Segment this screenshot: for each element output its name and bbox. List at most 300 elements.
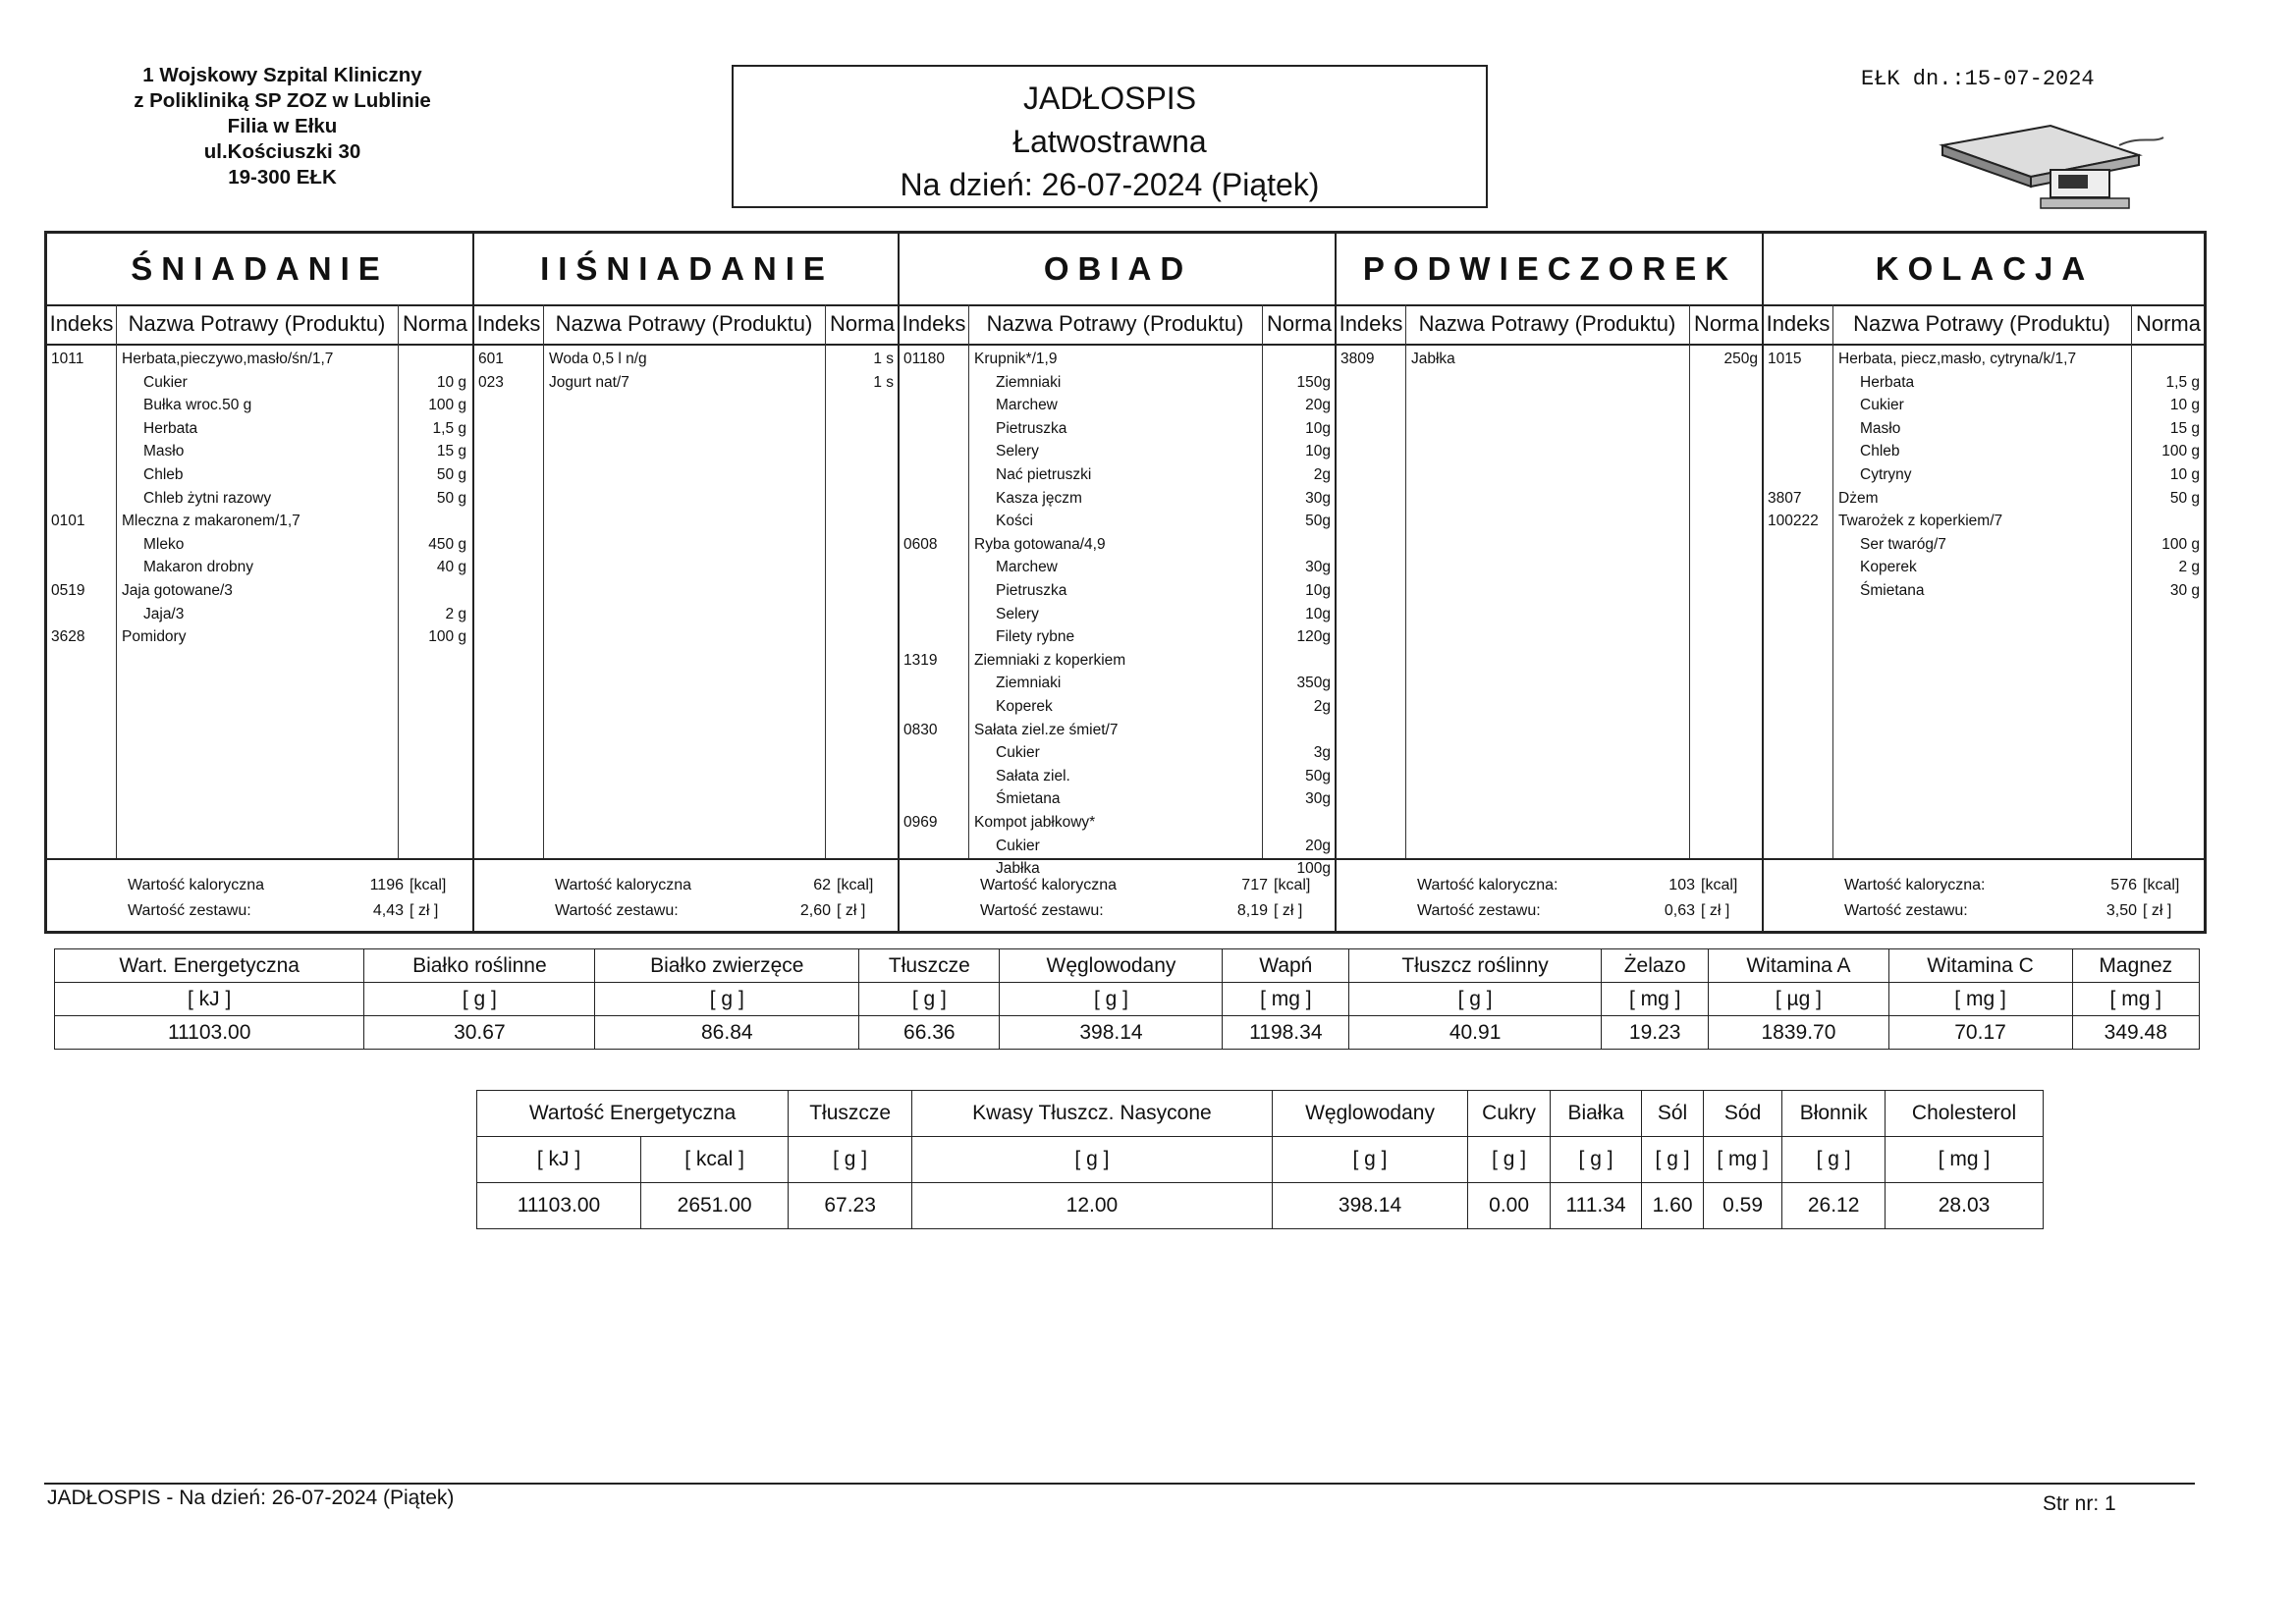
nutrient-unit: [ kcal ]	[640, 1137, 788, 1183]
nutrient-unit: [ g ]	[859, 983, 1000, 1016]
nutrient-value: 398.14	[1272, 1183, 1467, 1229]
dish-index: 0830	[903, 721, 938, 738]
dish-norm: 10g	[1305, 605, 1331, 622]
ingredient-name: Cukier	[1860, 397, 1904, 414]
dish-norm: 10g	[1305, 419, 1331, 437]
dish-norm: 10 g	[2169, 466, 2200, 483]
ingredient-name: Herbata	[143, 419, 198, 437]
dish-norm: 20g	[1305, 837, 1331, 854]
ingredient-name: Ser twaróg/7	[1860, 535, 1946, 553]
dish-norm: 100 g	[428, 397, 466, 414]
calorie-value: 1196	[369, 877, 404, 893]
dish-norm: 350g	[1296, 675, 1331, 692]
set-cost-label: Wartość zestawu:	[1417, 902, 1541, 919]
calorie-unit: [kcal]	[410, 877, 447, 893]
dish-norm: 10g	[1305, 582, 1331, 599]
nutrient-header: Wartość Energetyczna	[477, 1091, 789, 1137]
column-header-name: Nazwa Potrawy (Produktu)	[543, 304, 825, 346]
nutrient-value: 86.84	[595, 1016, 859, 1050]
column-header-norm: Norma	[1689, 304, 1764, 346]
dish-name: Ziemniaki z koperkiem	[974, 651, 1126, 669]
ingredient-name: Jabłka	[996, 860, 1040, 878]
dish-norm	[392, 510, 466, 533]
nutrient-unit: [ g ]	[1000, 983, 1223, 1016]
dish-norm: 30g	[1305, 559, 1331, 576]
nutrient-unit: [ g ]	[1642, 1137, 1704, 1183]
ingredient-name: Chleb	[143, 466, 184, 483]
dish-index	[903, 857, 966, 881]
dish-norm: 100 g	[428, 628, 466, 646]
dish-norm: 1,5 g	[2165, 373, 2200, 391]
nutrient-header: Tłuszcze	[789, 1091, 912, 1137]
institution-line: ul.Kościuszki 30	[203, 140, 361, 163]
meal-column	[1335, 234, 1764, 931]
nutrient-value: 70.17	[1888, 1016, 2072, 1050]
set-cost-value: 8,19	[1236, 902, 1268, 919]
nutrient-header: Cholesterol	[1886, 1091, 2044, 1137]
nutrient-unit: [ kJ ]	[477, 1137, 641, 1183]
dish-index	[903, 741, 966, 765]
nutrient-value: 66.36	[859, 1016, 1000, 1050]
dish-norm: 1 s	[873, 351, 894, 367]
calorie-label: Wartość kaloryczna:	[1417, 877, 1558, 893]
dish-index: 1015	[1768, 351, 1802, 367]
dish-norm: 15 g	[436, 443, 466, 460]
dish-name: Jaja gotowane/3	[122, 582, 233, 599]
nutrient-value: 0.59	[1703, 1183, 1781, 1229]
dish-name: Kompot jabłkowy*	[974, 814, 1096, 831]
header-row	[55, 949, 2200, 983]
column-header-norm: Norma	[825, 304, 900, 346]
dish-name: Herbata,pieczywo,masło/śn/1,7	[122, 351, 334, 367]
dish-index: 100222	[1768, 513, 1819, 530]
dish-norm: 10 g	[2169, 397, 2200, 414]
dish-index	[903, 487, 966, 511]
calorie-value: 717	[1241, 877, 1268, 893]
column-divider	[1689, 304, 1690, 860]
nutrient-value: 67.23	[789, 1183, 912, 1229]
dish-index	[903, 672, 966, 695]
nutrient-value: 111.34	[1550, 1183, 1641, 1229]
calorie-unit: [kcal]	[2143, 877, 2180, 893]
dish-index: 601	[478, 351, 504, 367]
ingredient-name: Kasza jęczm	[996, 489, 1082, 507]
nutrition-table-2	[476, 1090, 2044, 1229]
meal-column	[472, 234, 900, 931]
nutrient-unit: [ g ]	[1349, 983, 1602, 1016]
nutrient-unit: [ g ]	[1550, 1137, 1641, 1183]
nutrient-unit: [ g ]	[789, 1137, 912, 1183]
set-cost-label: Wartość zestawu:	[980, 902, 1104, 919]
dish-index: 3809	[1340, 351, 1375, 367]
dish-norm: 30g	[1305, 489, 1331, 507]
column-header-norm: Norma	[2131, 304, 2206, 346]
nutrient-value: 11103.00	[55, 1016, 364, 1050]
nutrient-value: 30.67	[364, 1016, 595, 1050]
ingredient-name: Jaja/3	[143, 605, 185, 622]
set-cost-unit: [ zł ]	[1701, 902, 1730, 919]
dish-name: Mleczna z makaronem/1,7	[122, 513, 301, 530]
nutrient-header: Białka	[1550, 1091, 1641, 1137]
dish-index	[51, 463, 114, 487]
set-cost-unit: [ zł ]	[837, 902, 866, 919]
ingredient-name: Ziemniaki	[996, 675, 1062, 692]
calorie-unit: [kcal]	[837, 877, 874, 893]
calorie-value: 62	[813, 877, 831, 893]
dish-norm: 450 g	[428, 535, 466, 553]
dish-norm	[1256, 811, 1331, 835]
set-cost-unit: [ zł ]	[1274, 902, 1303, 919]
dish-norm	[2125, 348, 2200, 371]
meal-column	[898, 234, 1337, 931]
column-header-norm: Norma	[398, 304, 472, 346]
dish-name: Twarożek z koperkiem/7	[1838, 513, 2003, 530]
footer-caption: JADŁOSPIS - Na dzień: 26-07-2024 (Piątek)	[47, 1487, 455, 1509]
nutrient-unit: [ µg ]	[1709, 983, 1888, 1016]
nutrient-value: 1.60	[1642, 1183, 1704, 1229]
institution-block	[93, 63, 471, 190]
dish-index	[903, 394, 966, 417]
ingredient-name: Marchew	[996, 397, 1058, 414]
column-header-name: Nazwa Potrawy (Produktu)	[1405, 304, 1689, 346]
column-header-name: Nazwa Potrawy (Produktu)	[116, 304, 398, 346]
book-computer-icon	[1933, 116, 2168, 214]
nutrient-value: 398.14	[1000, 1016, 1223, 1050]
meal-title: IIŚNIADANIE	[474, 234, 900, 306]
dish-norm	[392, 579, 466, 603]
meal-summary-divider	[900, 858, 1337, 860]
column-header-norm: Norma	[1262, 304, 1337, 346]
column-divider	[543, 304, 544, 860]
nutrient-unit: [ g ]	[364, 983, 595, 1016]
calorie-unit: [kcal]	[1274, 877, 1311, 893]
meal-title: ŚNIADANIE	[47, 234, 472, 306]
dish-index	[1768, 533, 1831, 557]
dish-index: 3807	[1768, 489, 1802, 507]
dish-name: Jogurt nat/7	[549, 373, 629, 391]
dish-norm: 30g	[1305, 790, 1331, 808]
nutrient-header: Błonnik	[1782, 1091, 1886, 1137]
nutrition-table-1	[54, 948, 2200, 1050]
calorie-value: 576	[2110, 877, 2137, 893]
nutrient-unit: [ g ]	[1468, 1137, 1551, 1183]
column-header-name: Nazwa Potrawy (Produktu)	[968, 304, 1262, 346]
dish-norm: 10 g	[436, 373, 466, 391]
nutrient-header: Wart. Energetyczna	[55, 949, 364, 983]
nutrient-unit: [ mg ]	[1888, 983, 2072, 1016]
nutrient-value: 11103.00	[477, 1183, 641, 1229]
nutrient-value: 1839.70	[1709, 1016, 1888, 1050]
dish-index	[51, 417, 114, 441]
nutrient-unit: [ g ]	[595, 983, 859, 1016]
nutrient-header: Magnez	[2072, 949, 2199, 983]
nutrient-value: 12.00	[912, 1183, 1273, 1229]
nutrient-header: Sól	[1642, 1091, 1704, 1137]
ingredient-name: Ziemniaki	[996, 373, 1062, 391]
dish-norm: 50 g	[436, 489, 466, 507]
footer-rule	[44, 1483, 2195, 1485]
meals-table	[44, 231, 2207, 934]
dish-index	[903, 835, 966, 858]
dish-index	[903, 440, 966, 463]
dish-index: 0969	[903, 814, 938, 831]
dish-name: Ryba gotowana/4,9	[974, 535, 1106, 553]
dish-index: 01180	[903, 351, 945, 367]
dish-norm: 1,5 g	[432, 419, 466, 437]
dish-index	[1768, 463, 1831, 487]
dish-index: 023	[478, 373, 504, 391]
column-header-index: Indeks	[1764, 304, 1832, 346]
meal-summary-divider	[1764, 858, 2206, 860]
dish-norm: 2 g	[2178, 559, 2200, 576]
dish-norm: 100g	[1296, 860, 1331, 878]
ingredient-name: Marchew	[996, 559, 1058, 576]
ingredient-name: Filety rybne	[996, 628, 1075, 646]
ingredient-name: Cukier	[143, 373, 188, 391]
menu-date: Na dzień: 26-07-2024 (Piątek)	[900, 167, 1320, 202]
meal-summary-divider	[47, 858, 472, 860]
nutrient-header: Witamina A	[1709, 949, 1888, 983]
dish-index: 0608	[903, 535, 938, 553]
dish-index	[903, 417, 966, 441]
dish-index	[51, 556, 114, 579]
dish-index	[903, 556, 966, 579]
dish-index	[1768, 556, 1831, 579]
column-header-index: Indeks	[474, 304, 543, 346]
dish-index: 3628	[51, 628, 85, 646]
dish-name: Dżem	[1838, 489, 1879, 507]
dish-norm: 10g	[1305, 443, 1331, 460]
ingredient-name: Pietruszka	[996, 582, 1067, 599]
dish-index	[1768, 417, 1831, 441]
dish-norm	[1256, 348, 1331, 371]
calorie-value: 103	[1668, 877, 1695, 893]
set-cost-value: 0,63	[1664, 902, 1695, 919]
nutrient-header: Białko roślinne	[364, 949, 595, 983]
set-cost-label: Wartość zestawu:	[128, 902, 251, 919]
dish-index	[903, 579, 966, 603]
document-title: JADŁOSPIS	[1022, 81, 1197, 116]
nutrient-unit: [ mg ]	[2072, 983, 2199, 1016]
calorie-label: Wartość kaloryczna	[128, 877, 264, 893]
header-row	[477, 1091, 2044, 1137]
dish-index: 0101	[51, 513, 85, 530]
set-cost-unit: [ zł ]	[410, 902, 439, 919]
unit-row	[477, 1137, 2044, 1183]
meal-column	[1762, 234, 2206, 931]
nutrient-unit: [ mg ]	[1602, 983, 1709, 1016]
ingredient-name: Nać pietruszki	[996, 466, 1092, 483]
ingredient-name: Masło	[1860, 419, 1901, 437]
dish-name: Pomidory	[122, 628, 187, 646]
ingredient-name: Cukier	[996, 744, 1040, 762]
dish-norm	[392, 348, 466, 371]
column-header-index: Indeks	[47, 304, 116, 346]
set-cost-value: 4,43	[372, 902, 404, 919]
dish-norm: 50g	[1305, 767, 1331, 784]
nutrient-header: Tłuszcze	[859, 949, 1000, 983]
ingredient-name: Herbata	[1860, 373, 1915, 391]
dish-norm: 3g	[1313, 744, 1331, 762]
column-divider	[968, 304, 969, 860]
dish-index	[1768, 440, 1831, 463]
meal-title: OBIAD	[900, 234, 1337, 306]
nutrient-value: 349.48	[2072, 1016, 2199, 1050]
meal-summary-divider	[1337, 858, 1764, 860]
column-header-index: Indeks	[1337, 304, 1405, 346]
nutrient-unit: [ mg ]	[1703, 1137, 1781, 1183]
nutrient-unit: [ g ]	[1782, 1137, 1886, 1183]
value-row	[55, 1016, 2200, 1050]
nutrient-unit: [ g ]	[1272, 1137, 1467, 1183]
dish-norm: 150g	[1296, 373, 1331, 391]
calorie-label: Wartość kaloryczna:	[1844, 877, 1986, 893]
nutrient-unit: [ g ]	[912, 1137, 1273, 1183]
dish-norm: 100 g	[2161, 443, 2200, 460]
dish-name: Krupnik*/1,9	[974, 351, 1058, 367]
ingredient-name: Mleko	[143, 535, 185, 553]
dish-index	[51, 394, 114, 417]
dish-norm: 2g	[1313, 466, 1331, 483]
column-divider	[116, 304, 117, 860]
dish-name: Sałata ziel.ze śmiet/7	[974, 721, 1119, 738]
ingredient-name: Selery	[996, 605, 1039, 622]
dish-index	[903, 371, 966, 395]
ingredient-name: Bułka wroc.50 g	[143, 397, 252, 414]
dish-name: Jabłka	[1411, 351, 1455, 367]
meal-summary-divider	[474, 858, 900, 860]
dish-norm: 120g	[1296, 628, 1331, 646]
column-divider	[1832, 304, 1833, 860]
ingredient-name: Selery	[996, 443, 1039, 460]
dish-norm: 50g	[1305, 513, 1331, 530]
calorie-label: Wartość kaloryczna	[555, 877, 691, 893]
nutrient-header: Witamina C	[1888, 949, 2072, 983]
meal-column	[47, 234, 472, 931]
dish-norm: 30 g	[2169, 582, 2200, 599]
column-header-name: Nazwa Potrawy (Produktu)	[1832, 304, 2131, 346]
dish-index	[51, 440, 114, 463]
ingredient-name: Cytryny	[1860, 466, 1912, 483]
nutrient-value: 26.12	[1782, 1183, 1886, 1229]
dish-norm: 2g	[1313, 698, 1331, 715]
nutrient-header: Węglowodany	[1272, 1091, 1467, 1137]
ingredient-name: Makaron drobny	[143, 559, 254, 576]
nutrient-header: Cukry	[1468, 1091, 1551, 1137]
ingredient-name: Koperek	[1860, 559, 1917, 576]
dish-norm: 100 g	[2161, 535, 2200, 553]
calorie-unit: [kcal]	[1701, 877, 1738, 893]
nutrient-header: Sód	[1703, 1091, 1781, 1137]
nutrient-value: 28.03	[1886, 1183, 2044, 1229]
column-header-index: Indeks	[900, 304, 968, 346]
dish-norm: 1 s	[873, 373, 894, 391]
nutrient-unit: [ mg ]	[1886, 1137, 2044, 1183]
nutrient-header: Węglowodany	[1000, 949, 1223, 983]
ingredient-name: Śmietana	[996, 790, 1061, 808]
nutrient-header: Kwasy Tłuszcz. Nasycone	[912, 1091, 1273, 1137]
dish-index	[903, 463, 966, 487]
ingredient-name: Sałata ziel.	[996, 767, 1070, 784]
dish-index: 1011	[51, 351, 84, 367]
ingredient-name: Pietruszka	[996, 419, 1067, 437]
nutrient-unit: [ kJ ]	[55, 983, 364, 1016]
dish-norm: 40 g	[436, 559, 466, 576]
dish-norm	[1256, 719, 1331, 742]
dish-name: Herbata, piecz,masło, cytryna/k/1,7	[1838, 351, 2077, 367]
dish-index	[903, 603, 966, 626]
nutrient-value: 0.00	[1468, 1183, 1551, 1229]
ingredient-name: Masło	[143, 443, 185, 460]
dish-index	[1768, 371, 1831, 395]
dish-index: 0519	[51, 582, 85, 599]
institution-line: Filia w Ełku	[227, 115, 338, 137]
dish-norm: 250g	[1723, 351, 1758, 367]
nutrient-header: Wapń	[1223, 949, 1349, 983]
dish-index	[903, 625, 966, 649]
ingredient-name: Cukier	[996, 837, 1040, 854]
ingredient-name: Śmietana	[1860, 582, 1925, 599]
meal-title: PODWIECZOREK	[1337, 234, 1764, 306]
dish-index	[903, 765, 966, 788]
dish-norm: 50 g	[436, 466, 466, 483]
set-cost-value: 3,50	[2105, 902, 2137, 919]
dish-norm: 50 g	[2169, 489, 2200, 507]
dish-index	[903, 787, 966, 811]
nutrient-value: 40.91	[1349, 1016, 1602, 1050]
nutrient-header: Białko zwierzęce	[595, 949, 859, 983]
page-number: Str nr: 1	[2043, 1492, 2116, 1515]
calorie-label: Wartość kaloryczna	[980, 877, 1117, 893]
dish-name: Woda 0,5 l n/g	[549, 351, 647, 367]
unit-row	[55, 983, 2200, 1016]
dish-index	[51, 533, 114, 557]
ingredient-name: Chleb	[1860, 443, 1900, 460]
set-cost-value: 2,60	[799, 902, 831, 919]
institution-line: 1 Wojskowy Szpital Kliniczny	[142, 64, 422, 86]
set-cost-unit: [ zł ]	[2143, 902, 2172, 919]
institution-line: z Polikliniką SP ZOZ w Lublinie	[134, 89, 431, 112]
dish-norm: 15 g	[2169, 419, 2200, 437]
ingredient-name: Kości	[996, 513, 1033, 530]
ingredient-name: Chleb żytni razowy	[143, 489, 272, 507]
dish-index: 1319	[903, 651, 938, 669]
print-date: EŁK dn.:15-07-2024	[1861, 67, 2095, 91]
dish-index	[1768, 394, 1831, 417]
column-divider	[1405, 304, 1406, 860]
nutrient-header: Żelazo	[1602, 949, 1709, 983]
dish-index	[903, 510, 966, 533]
dish-index	[51, 487, 114, 511]
dish-norm	[1256, 649, 1331, 673]
dish-index	[903, 695, 966, 719]
ingredient-name: Koperek	[996, 698, 1053, 715]
dish-norm: 20g	[1305, 397, 1331, 414]
dish-index	[1768, 579, 1831, 603]
institution-line: 19-300 EŁK	[228, 166, 337, 189]
nutrient-value: 19.23	[1602, 1016, 1709, 1050]
nutrient-unit: [ mg ]	[1223, 983, 1349, 1016]
dish-norm	[1256, 533, 1331, 557]
dish-index	[51, 603, 114, 626]
nutrient-header: Tłuszcz roślinny	[1349, 949, 1602, 983]
dish-norm: 2 g	[445, 605, 466, 622]
meal-title: KOLACJA	[1764, 234, 2206, 306]
set-cost-label: Wartość zestawu:	[1844, 902, 1968, 919]
nutrient-value: 2651.00	[640, 1183, 788, 1229]
dish-norm	[2125, 510, 2200, 533]
set-cost-label: Wartość zestawu:	[555, 902, 679, 919]
